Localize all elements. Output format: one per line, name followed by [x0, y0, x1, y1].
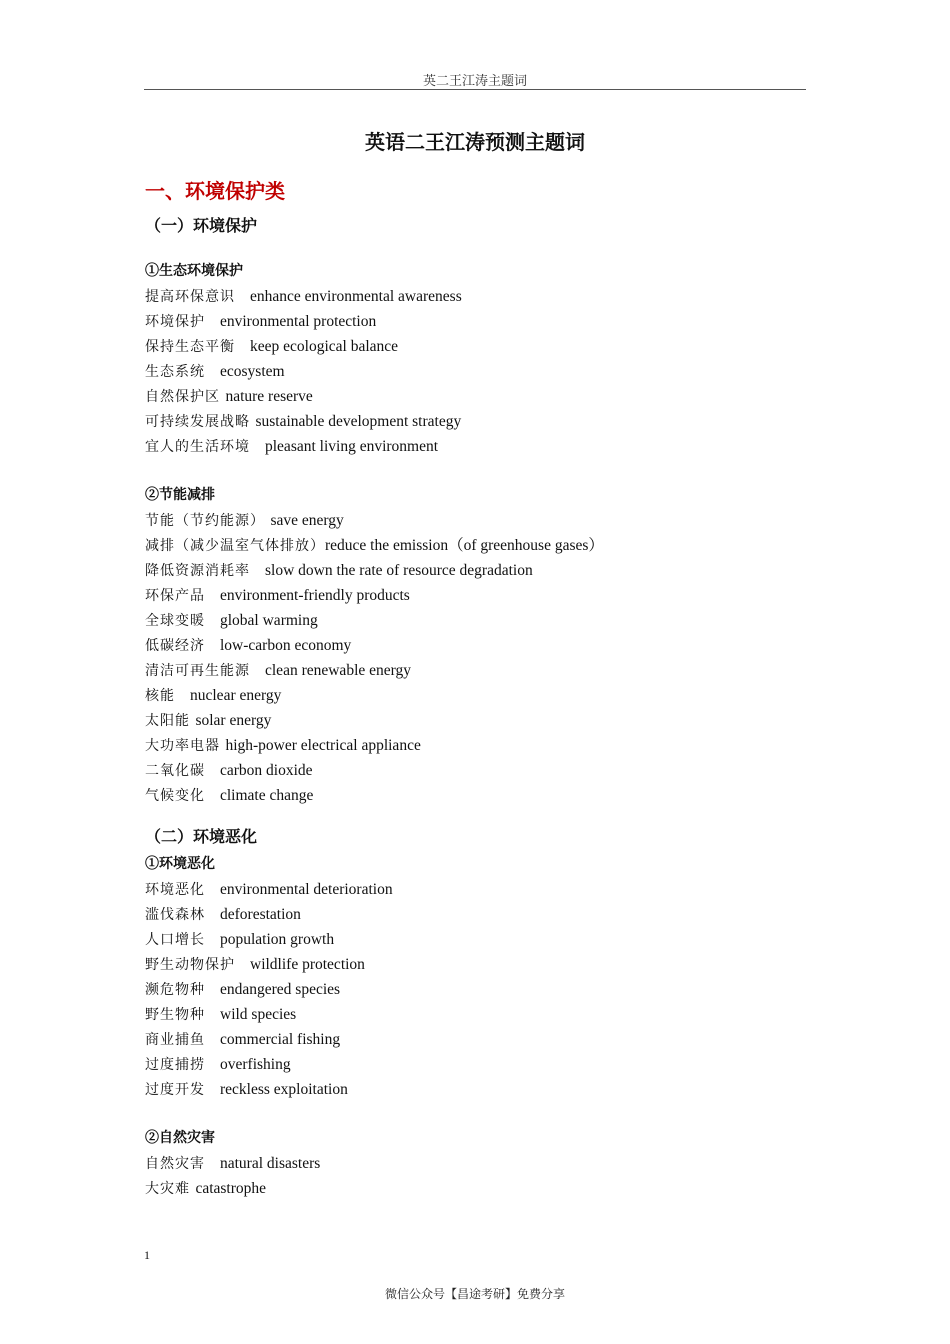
english-term: low-carbon economy [220, 637, 352, 654]
chinese-term: 清洁可再生能源 [145, 663, 250, 679]
vocab-row [145, 583, 805, 608]
term-separator [205, 1057, 220, 1073]
vocab-row [145, 733, 805, 758]
vocab-row [145, 1027, 805, 1052]
term-separator [175, 688, 190, 704]
vocab-row [145, 977, 805, 1002]
vocab-row [145, 683, 805, 708]
english-term: global warming [220, 612, 318, 629]
vocab-row [145, 708, 805, 733]
vocab-row [145, 1176, 805, 1201]
english-term: save energy [270, 512, 344, 529]
vocab-row [145, 1151, 805, 1176]
english-term: sustainable development strategy [255, 413, 462, 430]
chinese-term: 滥伐森林 [145, 907, 205, 923]
group-title: ②节能减排 [145, 487, 215, 503]
chinese-term: 气候变化 [145, 788, 205, 804]
group-title: ②自然灾害 [145, 1130, 215, 1146]
vocab-row [145, 558, 805, 583]
chinese-term: 自然灾害 [145, 1156, 205, 1172]
group-title: ①生态环境保护 [145, 263, 243, 279]
vocab-row [145, 508, 805, 533]
chinese-term: 太阳能 [145, 713, 190, 729]
header-divider [144, 89, 806, 90]
english-term: catastrophe [195, 1180, 267, 1197]
chinese-term: 全球变暖 [145, 613, 205, 629]
term-separator [205, 788, 220, 804]
vocab-group [145, 852, 805, 1102]
chinese-term: 濒危物种 [145, 982, 205, 998]
english-term: nature reserve [225, 388, 313, 405]
chinese-term: 生态系统 [145, 364, 205, 380]
english-term: slow down the rate of resource degradation [265, 562, 533, 579]
chinese-term: 商业捕鱼 [145, 1032, 205, 1048]
english-term: reduce the emission（of greenhouse gases） [325, 537, 604, 554]
chinese-term: 减排（减少温室气体排放） [145, 538, 325, 554]
vocab-row [145, 1002, 805, 1027]
term-separator [235, 957, 250, 973]
vocab-group [145, 259, 805, 459]
term-separator [205, 907, 220, 923]
english-term: environmental deterioration [220, 881, 393, 898]
page-number: 1 [144, 1248, 150, 1262]
vocab-row [145, 434, 805, 459]
term-separator [205, 364, 220, 380]
vocab-row [145, 359, 805, 384]
vocab-row [145, 927, 805, 952]
chinese-term: 自然保护区 [145, 389, 220, 405]
subsection-2-groups [145, 852, 805, 1201]
vocab-row [145, 877, 805, 902]
english-term: overfishing [220, 1056, 291, 1073]
vocab-row [145, 533, 805, 558]
vocab-row [145, 783, 805, 808]
english-term: natural disasters [220, 1155, 321, 1172]
term-separator [250, 439, 265, 455]
chinese-term: 低碳经济 [145, 638, 205, 654]
term-separator [205, 1082, 220, 1098]
vocab-row [145, 758, 805, 783]
english-term: commercial fishing [220, 1031, 341, 1048]
term-separator [205, 588, 220, 604]
document-body [145, 175, 805, 1225]
vocab-row [145, 1052, 805, 1077]
english-term: wildlife protection [250, 956, 365, 973]
chinese-term: 可持续发展战略 [145, 414, 250, 430]
term-separator [250, 663, 265, 679]
vocab-row [145, 902, 805, 927]
vocab-group [145, 1126, 805, 1201]
english-term: carbon dioxide [220, 762, 313, 779]
term-separator [205, 1007, 220, 1023]
chinese-term: 人口增长 [145, 932, 205, 948]
english-term: clean renewable energy [265, 662, 412, 679]
english-term: pleasant living environment [265, 438, 439, 455]
english-term: deforestation [220, 906, 301, 923]
chinese-term: 环保产品 [145, 588, 205, 604]
chinese-term: 二氧化碳 [145, 763, 205, 779]
chinese-term: 提高环保意识 [145, 289, 235, 305]
term-separator [205, 932, 220, 948]
term-separator [205, 613, 220, 629]
vocab-row [145, 309, 805, 334]
term-separator [235, 339, 250, 355]
english-term: nuclear energy [190, 687, 282, 704]
subsection-title: （二）环境恶化 [145, 827, 258, 846]
english-term: environmental protection [220, 313, 377, 330]
vocab-row [145, 334, 805, 359]
chinese-term: 节能（节约能源） [145, 513, 265, 529]
page-footer: 微信公众号【昌途考研】免费分享 [384, 1287, 565, 1301]
chinese-term: 宜人的生活环境 [145, 439, 250, 455]
chinese-term: 野生物种 [145, 1007, 205, 1023]
section-title: 一、环境保护类 [145, 179, 285, 203]
vocab-row [145, 608, 805, 633]
term-separator [205, 1156, 220, 1172]
chinese-term: 过度开发 [145, 1082, 205, 1098]
subsection-1-groups [145, 259, 805, 808]
term-separator [250, 563, 265, 579]
term-separator [205, 882, 220, 898]
vocab-row [145, 658, 805, 683]
vocab-row [145, 384, 805, 409]
term-separator [235, 289, 250, 305]
english-term: population growth [220, 931, 335, 948]
chinese-term: 核能 [145, 688, 175, 704]
term-separator [205, 314, 220, 330]
group-title: ①环境恶化 [145, 856, 215, 872]
english-term: high-power electrical appliance [225, 737, 421, 754]
english-term: ecosystem [220, 363, 285, 380]
chinese-term: 降低资源消耗率 [145, 563, 250, 579]
english-term: solar energy [195, 712, 272, 729]
chinese-term: 过度捕捞 [145, 1057, 205, 1073]
vocab-row [145, 1077, 805, 1102]
document-title: 英语二王江涛预测主题词 [365, 130, 585, 154]
english-term: environment-friendly products [220, 587, 410, 604]
english-term: endangered species [220, 981, 341, 998]
english-term: reckless exploitation [220, 1081, 348, 1098]
term-separator [205, 982, 220, 998]
vocab-row [145, 284, 805, 309]
chinese-term: 环境保护 [145, 314, 205, 330]
chinese-term: 大灾难 [145, 1181, 190, 1197]
chinese-term: 野生动物保护 [145, 957, 235, 973]
vocab-group [145, 483, 805, 808]
chinese-term: 保持生态平衡 [145, 339, 235, 355]
english-term: keep ecological balance [250, 338, 399, 355]
subsection-title: （一）环境保护 [145, 216, 258, 235]
english-term: climate change [220, 787, 314, 804]
english-term: wild species [220, 1006, 297, 1023]
english-term: enhance environmental awareness [250, 288, 462, 305]
term-separator [205, 763, 220, 779]
vocab-row [145, 409, 805, 434]
page-header: 英二王江涛主题词 [422, 74, 527, 89]
term-separator [205, 1032, 220, 1048]
chinese-term: 大功率电器 [145, 738, 220, 754]
term-separator [205, 638, 220, 654]
vocab-row [145, 952, 805, 977]
vocab-row [145, 633, 805, 658]
chinese-term: 环境恶化 [145, 882, 205, 898]
